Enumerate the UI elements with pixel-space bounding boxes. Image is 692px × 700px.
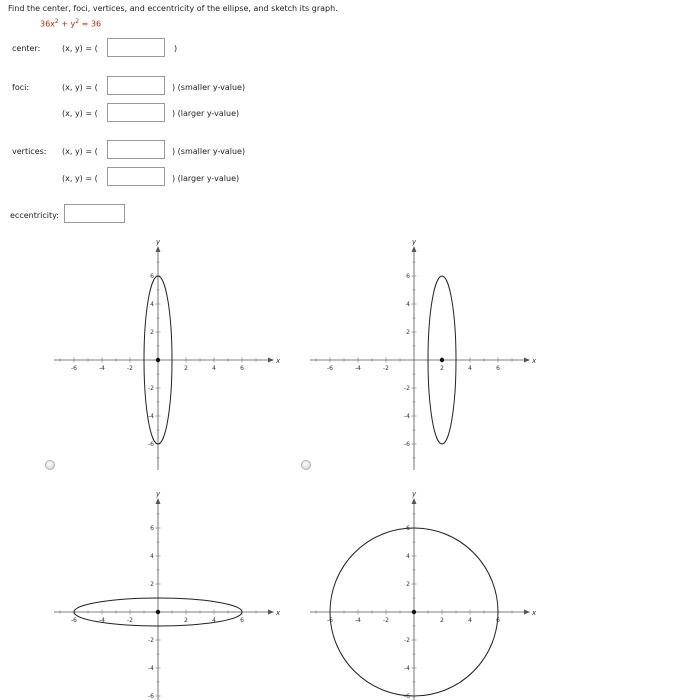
y-axis-arrow (412, 246, 417, 252)
x-axis-label: x (532, 357, 537, 365)
y-tick-label: 2 (150, 581, 154, 588)
x-tick-label: 2 (440, 365, 444, 372)
x-tick-label: -4 (99, 617, 105, 624)
y-tick-label: 2 (406, 329, 410, 336)
problem-equation: $36x^2 + y^2 = 36$ (40, 18, 102, 29)
y-tick-label: -4 (148, 413, 154, 420)
y-axis-arrow (156, 246, 161, 252)
center-close-paren: ) (174, 44, 178, 53)
y-axis-label: y (412, 490, 417, 498)
x-tick-label: 4 (468, 617, 472, 624)
graph-option-a-radio[interactable] (45, 460, 55, 470)
problem-instruction: Find the center, foci, vertices, and eccentricity of the ellipse, and sketch its graph. (8, 4, 338, 13)
y-tick-label: -4 (404, 413, 410, 420)
y-tick-label: -4 (148, 665, 154, 672)
center-point (156, 610, 160, 614)
x-tick-label: 4 (468, 365, 472, 372)
y-tick-label: 4 (150, 553, 154, 560)
x-tick-label: 2 (184, 617, 188, 624)
x-tick-label: -2 (383, 617, 389, 624)
graph-option-d (306, 490, 538, 700)
y-tick-label: 6 (150, 273, 154, 280)
x-axis-label: x (276, 609, 281, 617)
x-tick-label: -4 (355, 365, 361, 372)
vertices-larger-hint: ) (larger y-value) (172, 174, 240, 183)
x-tick-label: 2 (184, 365, 188, 372)
x-tick-label: -4 (355, 617, 361, 624)
graph-option-c (50, 490, 282, 700)
y-tick-label: 2 (150, 329, 154, 336)
center-input[interactable] (107, 38, 165, 57)
x-axis-label: x (532, 609, 537, 617)
y-tick-label: -2 (404, 637, 410, 644)
x-axis-arrow (524, 358, 530, 363)
x-axis-arrow (268, 358, 274, 363)
x-axis-arrow (268, 610, 274, 615)
center-point (156, 358, 160, 362)
eccentricity-label: eccentricity: (10, 211, 59, 220)
x-tick-label: 6 (240, 617, 244, 624)
x-tick-label: -2 (383, 365, 389, 372)
vertices-smaller-xy-prefix: (x, y) = ( (62, 147, 98, 156)
foci-smaller-xy-prefix: (x, y) = ( (62, 83, 98, 92)
x-tick-label: 4 (212, 365, 216, 372)
y-tick-label: 6 (406, 273, 410, 280)
graph-option-b-radio[interactable] (301, 460, 311, 470)
x-tick-label: -4 (99, 365, 105, 372)
x-tick-label: -6 (327, 617, 333, 624)
y-tick-label: -6 (404, 693, 410, 700)
x-tick-label: -6 (71, 365, 77, 372)
graph-option-a (50, 238, 282, 470)
y-axis-arrow (156, 498, 161, 504)
graph-option-b (306, 238, 538, 470)
y-tick-label: 4 (406, 301, 410, 308)
foci-larger-hint: ) (larger y-value) (172, 109, 240, 118)
vertices-smaller-input[interactable] (107, 140, 165, 159)
center-point (412, 610, 416, 614)
x-tick-label: -6 (327, 365, 333, 372)
x-axis-label: x (276, 357, 281, 365)
x-tick-label: 2 (440, 617, 444, 624)
y-axis-label: y (156, 490, 161, 498)
x-tick-label: 6 (240, 365, 244, 372)
center-label: center: (12, 44, 41, 53)
y-tick-label: -2 (404, 385, 410, 392)
x-tick-label: 4 (212, 617, 216, 624)
y-tick-label: -6 (148, 441, 154, 448)
y-tick-label: -4 (404, 665, 410, 672)
y-tick-label: -2 (148, 385, 154, 392)
eccentricity-input[interactable] (64, 204, 125, 223)
x-tick-label: -2 (127, 617, 133, 624)
y-tick-label: 2 (406, 581, 410, 588)
y-tick-label: -6 (148, 693, 154, 700)
y-axis-arrow (412, 498, 417, 504)
y-tick-label: 4 (406, 553, 410, 560)
vertices-larger-xy-prefix: (x, y) = ( (62, 174, 98, 183)
vertices-label: vertices: (12, 147, 47, 156)
vertices-larger-input[interactable] (107, 167, 165, 186)
y-tick-label: 6 (150, 525, 154, 532)
x-tick-label: -2 (127, 365, 133, 372)
foci-smaller-hint: ) (smaller y-value) (172, 83, 246, 92)
foci-label: foci: (12, 83, 30, 92)
y-tick-label: -6 (404, 441, 410, 448)
foci-larger-input[interactable] (107, 103, 165, 122)
y-tick-label: 6 (406, 525, 410, 532)
y-axis-label: y (156, 238, 161, 246)
vertices-smaller-hint: ) (smaller y-value) (172, 147, 246, 156)
x-tick-label: -6 (71, 617, 77, 624)
foci-larger-xy-prefix: (x, y) = ( (62, 109, 98, 118)
y-axis-label: y (412, 238, 417, 246)
x-tick-label: 6 (496, 365, 500, 372)
x-tick-label: 6 (496, 617, 500, 624)
y-tick-label: 4 (150, 301, 154, 308)
foci-smaller-input[interactable] (107, 76, 165, 95)
center-point (440, 358, 444, 362)
x-axis-arrow (524, 610, 530, 615)
center-xy-prefix: (x, y) = ( (62, 44, 98, 53)
y-tick-label: -2 (148, 637, 154, 644)
